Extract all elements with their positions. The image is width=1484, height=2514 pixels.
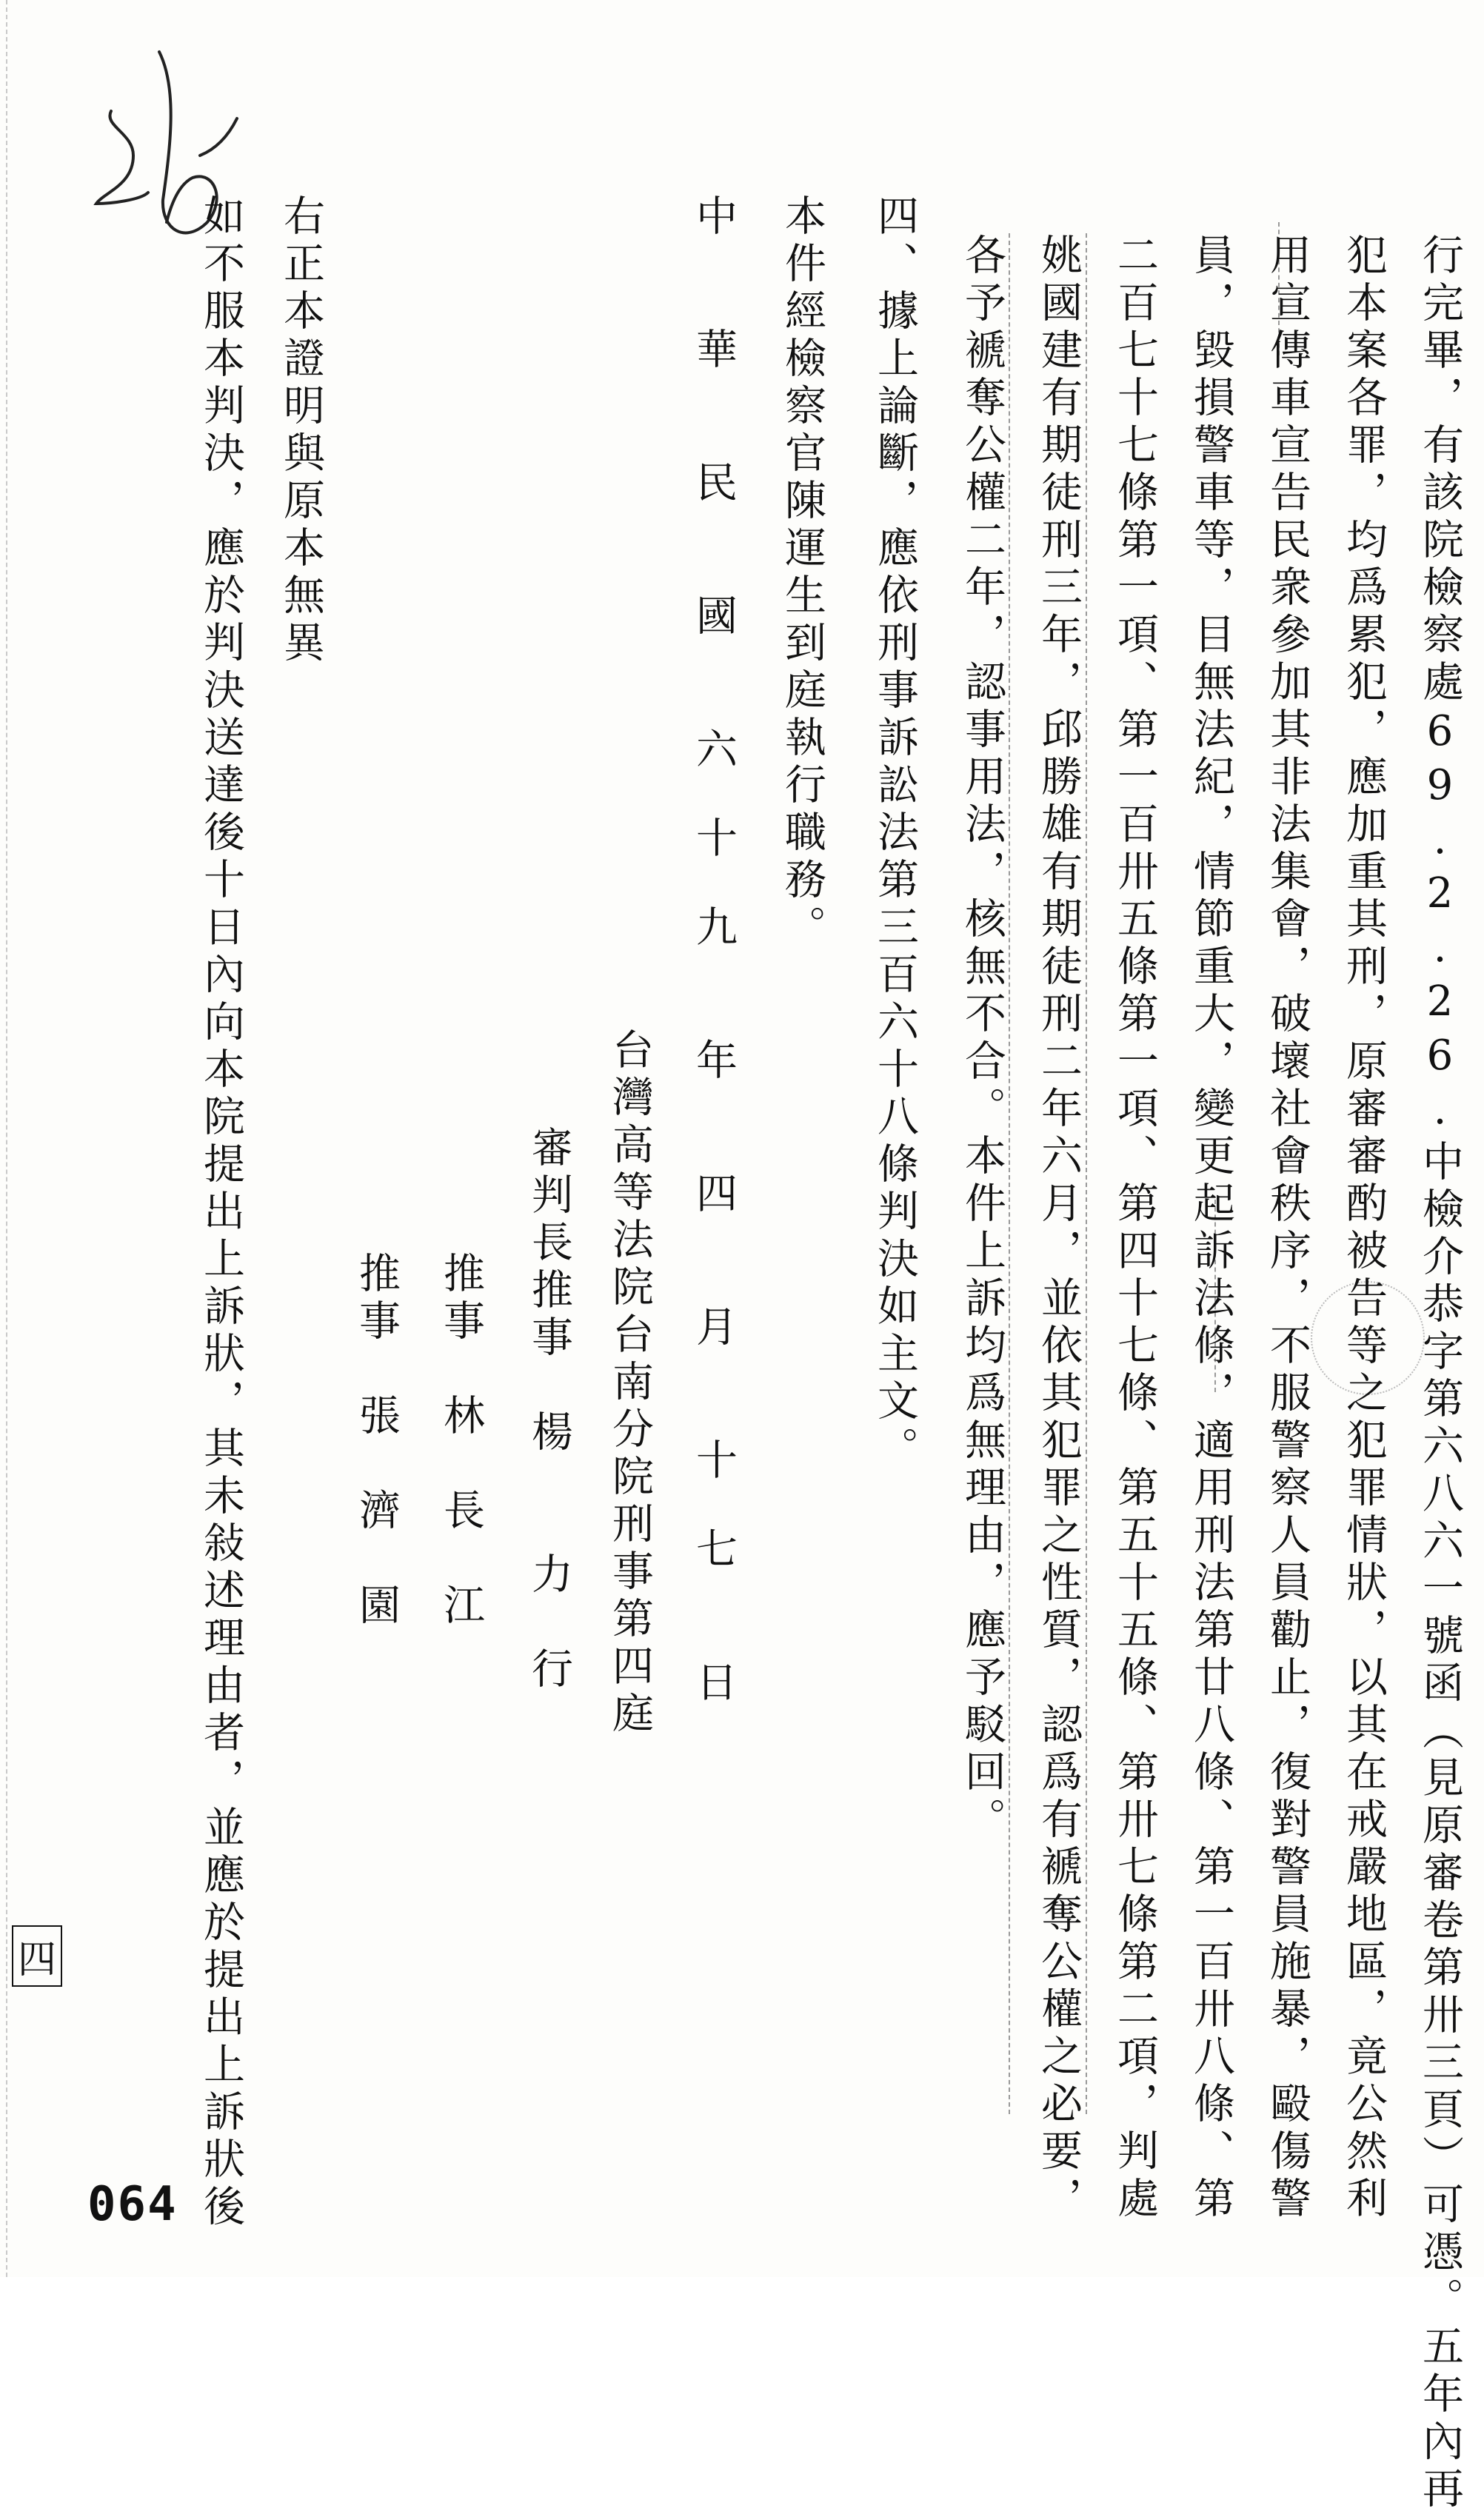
text-column-3: 用宣傳車宣告民衆參加其非法集會，破壞社會秩序，不服警察人員勸止，復對警員施暴，毆傷警	[1263, 233, 1311, 2224]
court-name: 台灣高等法院台南分院刑事第四庭	[606, 1028, 654, 1739]
text-column-prosecutor: 本件經檢察官陳運生到庭執行職務。	[778, 194, 826, 952]
appeal-notice: 如不服本判決，應於判決送達後十日內向本院提出上訴狀，其未敍述理由者，並應於提出上訴狀後	[197, 194, 245, 2232]
serial-number: 064	[87, 2177, 178, 2232]
text-column-2: 犯本案各罪，均爲累犯，應加重其刑，原審審酌被告等之犯罪情狀，以其在戒嚴地區，竟公然利	[1340, 233, 1388, 2224]
text-column-conclusion: 四、據上論斷，應依刑事訴訟法第三百六十八條判決如主文。	[871, 194, 919, 1474]
text-column-4: 員，毀損警車等，目無法紀，情節重大，變更起訴法條，適用刑法第廿八條、第一百卅八條、第	[1187, 233, 1235, 2224]
text-column-7: 各予褫奪公權二年，認事用法，核無不合。本件上訴均爲無理由，應予駁回。	[958, 233, 1006, 1845]
text-column-5: 二百七十七條第一項、第一百卅五條第一項、第四十七條、第五十五條、第卅七條第二項，判處	[1111, 233, 1159, 2224]
date-column: 中 華 民 國 六 十 九 年 四 月 十 七 日	[689, 194, 738, 1705]
text-column-1: 行完畢，有該院檢察處69.2.26.中檢介恭字第六八六一號函（見原審卷第卅三頁）可憑。五年內再	[1416, 233, 1464, 2514]
margin-rule	[1009, 233, 1010, 2114]
judge-associate-2: 推事 張 濟 園	[352, 1251, 401, 1631]
margin-rule	[1086, 233, 1087, 2114]
side-page-number: 四	[12, 1925, 62, 1987]
certification-line: 右正本證明與原本無異	[277, 194, 325, 668]
judge-associate-1: 推事 林 長 江	[437, 1251, 485, 1631]
judge-presiding: 審判長推事 楊 力 行	[525, 1126, 573, 1694]
text-column-6: 姚國建有期徒刑三年，邱勝雄有期徒刑二年六月，並依其犯罪之性質，認爲有褫奪公權之必要，	[1035, 233, 1083, 2224]
